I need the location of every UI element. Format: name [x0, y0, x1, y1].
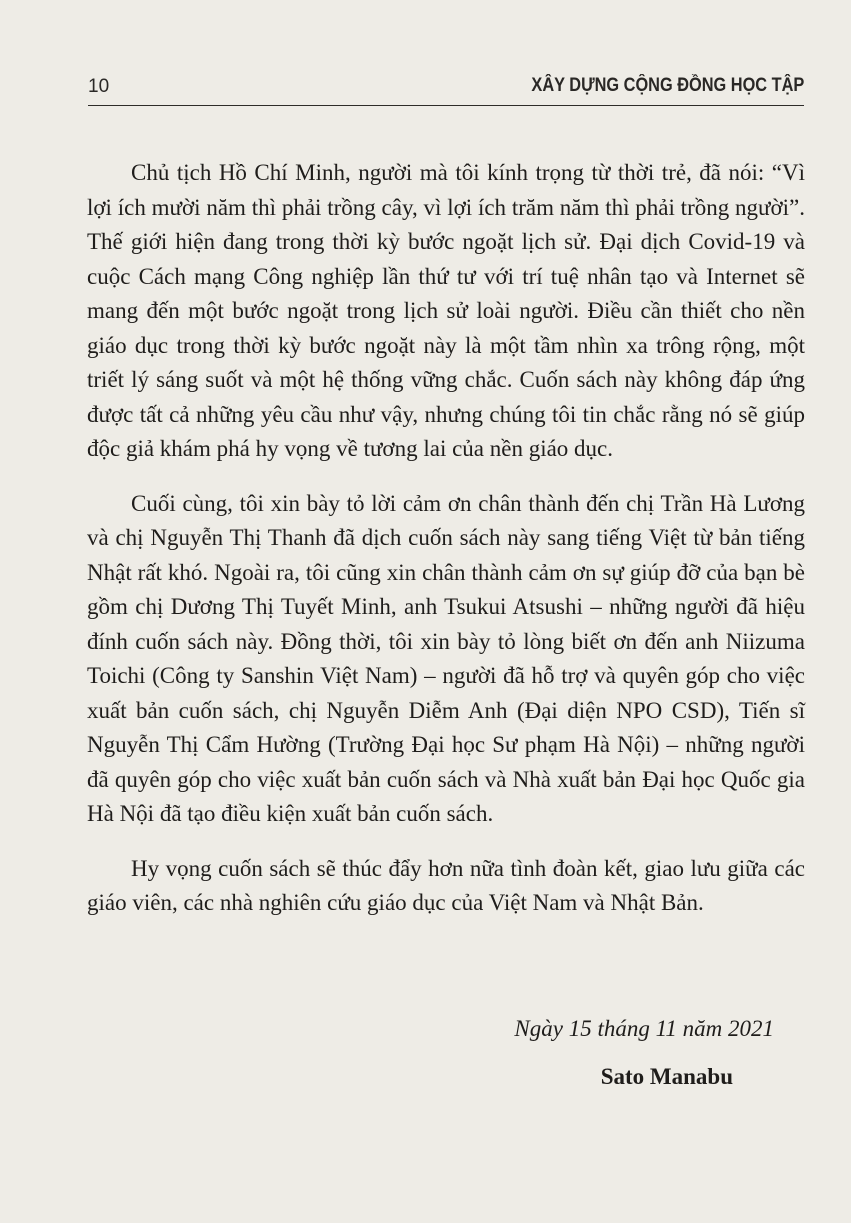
running-title: XÂY DỰNG CỘNG ĐỒNG HỌC TẬP: [531, 75, 804, 96]
paragraph-2: Cuối cùng, tôi xin bày tỏ lời cảm ơn chân thành đến chị Trần Hà Lương và chị Nguyễn Thị Thanh đã dịch cuốn sách này sang tiếng Việt từ bản tiếng Nhật rất khó. Ngoài ra, tôi cũng xin chân thành cảm ơn sự giúp đỡ của bạn bè gồm chị Dương Thị Tuyết Minh, anh Tsukui Atsushi – những người đã hiệu đính cuốn sách này. Đồng thời, tôi xin bày tỏ lòng biết ơn đến anh Niizuma Toichi (Công ty Sanshin Việt Nam) – người đã hỗ trợ và quyên góp cho việc xuất bản cuốn sách, chị Nguyễn Diễm Anh (Đại diện NPO CSD), Tiến sĩ Nguyễn Thị Cẩm Hường (Trường Đại học Sư phạm Hà Nội) – những người đã quyên góp cho việc xuất bản cuốn sách và Nhà xuất bản Đại học Quốc gia Hà Nội đã tạo điều kiện xuất bản cuốn sách.: [87, 490, 805, 826]
paragraph-3: Hy vọng cuốn sách sẽ thúc đẩy hơn nữa tình đoàn kết, giao lưu giữa các giáo viên, các nhà nghiên cứu giáo dục của Việt Nam và Nhật Bản.: [87, 855, 805, 915]
body-text: [87, 156, 805, 941]
header-rule: [88, 105, 804, 106]
signature-author: Sato Manabu: [600, 1064, 733, 1089]
page-number: 10: [88, 76, 110, 97]
paragraph-1: Chủ tịch Hồ Chí Minh, người mà tôi kính trọng từ thời trẻ, đã nói: “Vì lợi ích mười năm thì phải trồng cây, vì lợi ích trăm năm thì phải trồng người”. Thế giới hiện đang trong thời kỳ bước ngoặt lịch sử. Đại dịch Covid-19 và cuộc Cách mạng Công nghiệp lần thứ tư với trí tuệ nhân tạo và Internet sẽ mang đến một bước ngoặt trong lịch sử loài người. Điều cần thiết cho nền giáo dục trong thời kỳ bước ngoặt này là một tầm nhìn xa trông rộng, một triết lý sáng suốt và một hệ thống vững chắc. Cuốn sách này không đáp ứng được tất cả những yêu cầu như vậy, nhưng chúng tôi tin chắc rằng nó sẽ giúp độc giả khám phá hy vọng về tương lai của nền giáo dục.: [87, 160, 805, 461]
page-header: [88, 72, 804, 106]
signature-date: Ngày 15 tháng 11 năm 2021: [514, 1016, 774, 1041]
